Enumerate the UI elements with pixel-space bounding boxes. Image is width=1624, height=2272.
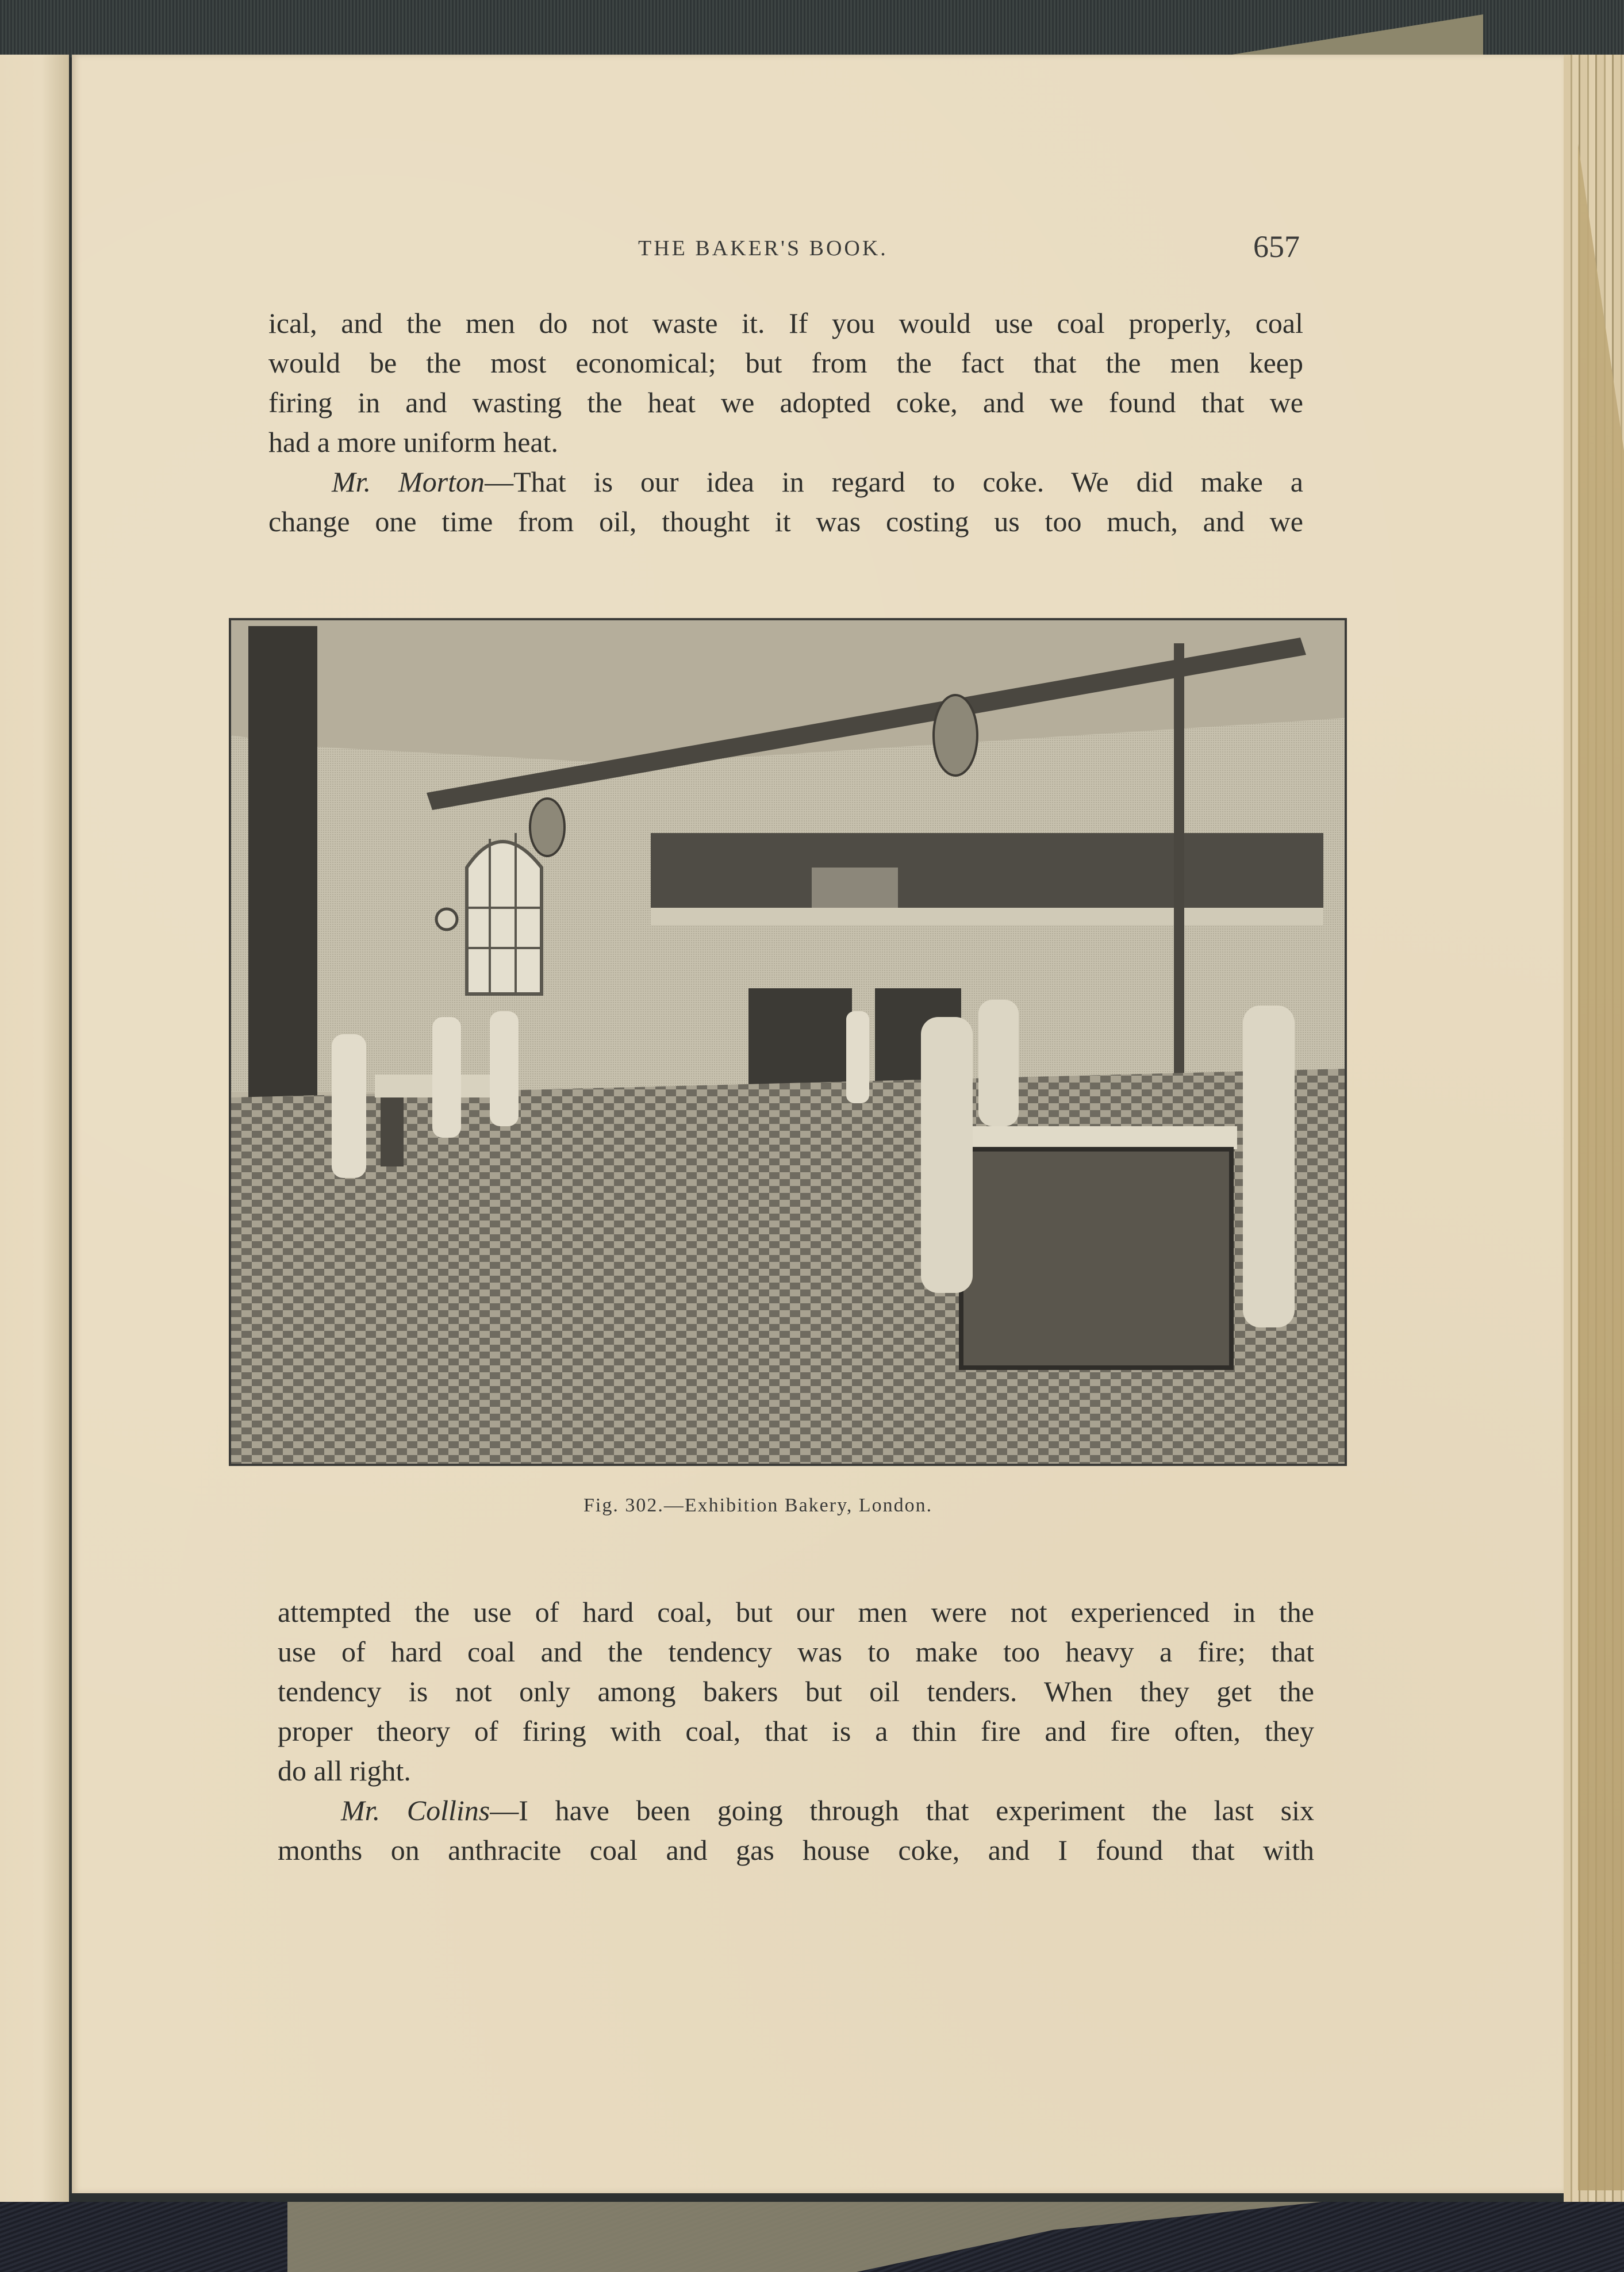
paragraph-morton: [268, 462, 1303, 502]
text-line: had a more uniform heat.: [268, 426, 558, 458]
text-line: do all right.: [278, 1755, 411, 1787]
figure-caption: Fig. 302.—Exhibition Bakery, London.: [583, 1495, 933, 1516]
text-line: attempted the use of hard coal, but our men were not experienced in the: [278, 1596, 1314, 1628]
page-number: 657: [1253, 229, 1300, 264]
paragraph-collins: [278, 1791, 1314, 1830]
body-text-bottom: [278, 1592, 1314, 1870]
oven-door: [748, 988, 852, 1097]
text-fragment: —That is our idea in regard to coke. We did make a: [485, 466, 1303, 498]
baker-figure: [978, 1000, 1019, 1126]
baker-figure: [1243, 1005, 1295, 1327]
text-fragment: —I have been going through that experiment the last six: [490, 1794, 1314, 1826]
text-line: use of hard coal and the tendency was to make too heavy a fire; that: [278, 1636, 1314, 1668]
text-line: tendency is not only among bakers but oil tenders. When they get the: [278, 1675, 1314, 1707]
paper-tab: [1578, 144, 1624, 2190]
speaker-name: Mr. Collins: [341, 1794, 490, 1826]
dough-table-top: [955, 1126, 1237, 1149]
wall-clock: [436, 909, 457, 930]
speaker-name: Mr. Morton: [332, 466, 485, 498]
figure-photograph: [229, 618, 1347, 1466]
baker-figure: [846, 1011, 869, 1103]
baker-figure: [432, 1017, 461, 1138]
text-line: proper theory of firing with coal, that is a thin fire and fire often, they: [278, 1715, 1314, 1747]
hanging-lamp: [530, 799, 565, 856]
text-line: months on anthracite coal and gas house coke, and I found that with: [278, 1834, 1314, 1866]
arched-window: [467, 842, 542, 994]
body-text-top: [268, 304, 1303, 542]
running-head: THE BAKER'S BOOK.: [638, 236, 888, 260]
text-line: ical, and the men do not waste it. If you would use coal properly, coal: [268, 307, 1303, 339]
baker-figure: [332, 1034, 366, 1178]
text-line: firing in and wasting the heat we adopted coke, and we found that we: [268, 386, 1303, 419]
bakery-illustration: [231, 620, 1345, 1464]
dough-table: [961, 1149, 1231, 1368]
baker-figure: [490, 1011, 519, 1126]
text-line: change one time from oil, thought it was costing us too much, and we: [268, 505, 1303, 538]
machinery-post: [1174, 643, 1184, 1092]
gallery-rail: [651, 908, 1323, 925]
baker-figure: [921, 1017, 973, 1293]
text-line: would be the most economical; but from the fact that the men keep: [268, 347, 1303, 379]
gallery-sign: [812, 868, 898, 908]
facing-page-edge: [0, 55, 69, 2202]
hanging-lamp: [934, 695, 977, 776]
gallery: [651, 833, 1323, 908]
